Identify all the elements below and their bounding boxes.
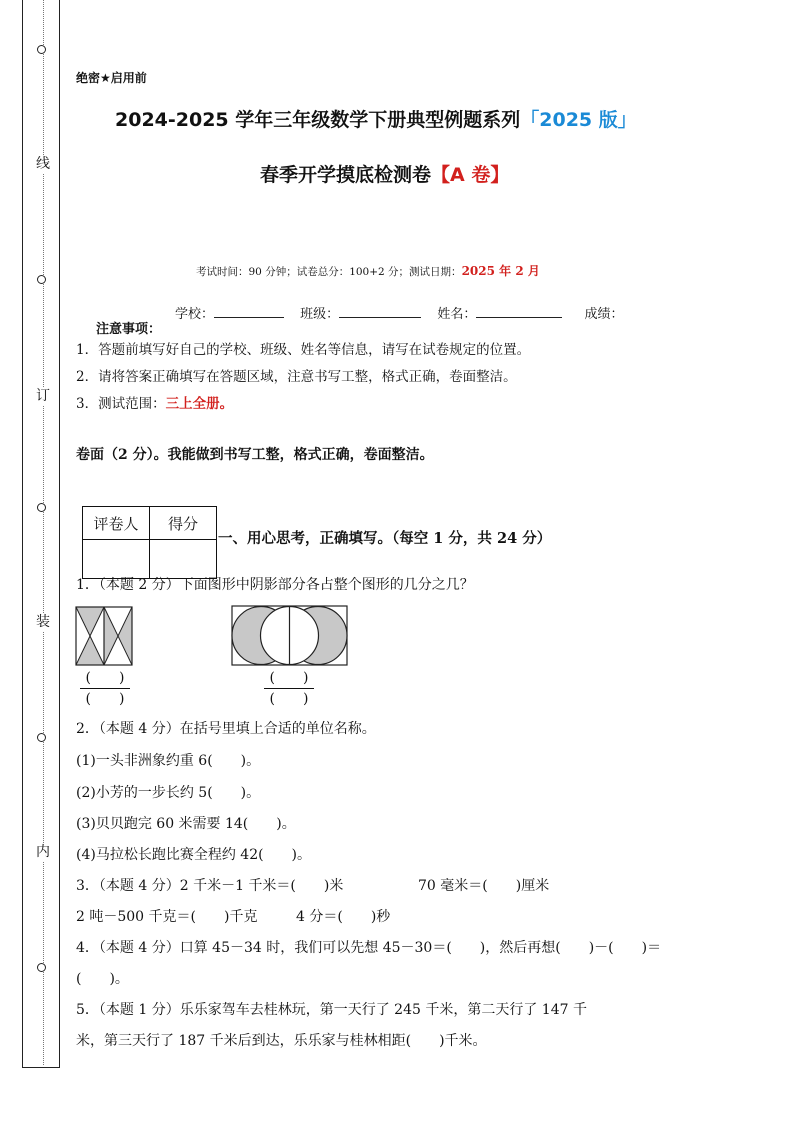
name-label: 姓名： xyxy=(437,307,477,322)
page-subtitle xyxy=(260,160,509,187)
margin-label-zhuang: 装 xyxy=(36,614,50,630)
question-5-continued: 米，第三天行了 187 千米后到达，乐乐家与桂林相距( )千米。 xyxy=(76,1033,487,1049)
score-cell[interactable] xyxy=(150,540,217,579)
fraction-bar xyxy=(80,688,130,689)
section-title: 一、用心思考，正确填写。（每空 1 分，共 24 分） xyxy=(218,530,552,547)
question-2-item: (1)一头非洲象约重 6( )。 xyxy=(76,753,261,769)
fraction-answer-2[interactable] xyxy=(264,669,314,708)
exam-info-text: 考试时间：90 分钟；试卷总分：100+2 分；测试日期： xyxy=(196,266,462,278)
exam-info xyxy=(196,262,540,279)
question-4-continued: ( )。 xyxy=(76,971,129,987)
figure-rectangle-crossed xyxy=(75,606,135,666)
question-4: 4．（本题 4 分）口算 45－34 时，我们可以先想 45－30＝( )，然后再想( )－( )＝ xyxy=(76,940,662,956)
grader-header: 评卷人 xyxy=(83,507,150,540)
question-3-part-c: 2 吨－500 千克＝( )千克 xyxy=(76,909,258,925)
fraction-bar xyxy=(264,688,314,689)
margin-label-ding: 订 xyxy=(36,388,50,404)
question-3-part-d: 4 分＝( )秒 xyxy=(296,909,391,925)
school-label: 学校： xyxy=(175,307,215,322)
scope-value: 三上全册。 xyxy=(165,396,234,412)
note-item-scope xyxy=(76,395,233,413)
page-title xyxy=(115,105,637,132)
figure-rectangle-circles xyxy=(231,605,349,667)
question-2-item: (3)贝贝跑完 60 米需要 14( )。 xyxy=(76,816,296,832)
numerator-blank: ( ) xyxy=(85,670,125,686)
subtitle-version: 【A 卷】 xyxy=(431,164,510,186)
title-main: 2024-2025 学年三年级数学下册典型例题系列 xyxy=(115,109,521,131)
fraction-answer-1[interactable] xyxy=(80,669,130,708)
shade-right-right-tri xyxy=(118,607,132,665)
shade-top-left xyxy=(76,607,104,636)
class-label: 班级： xyxy=(300,307,340,322)
question-3-part-a: 3．（本题 4 分）2 千米－1 千米＝( )米 xyxy=(76,878,344,894)
binding-hole-3 xyxy=(37,503,46,512)
question-2-item: (2)小芳的一步长约 5( )。 xyxy=(76,785,261,801)
name-field[interactable] xyxy=(476,303,562,318)
exam-date: 2025 年 2 月 xyxy=(461,264,540,278)
note-item: 2．请将答案正确填写在答题区域，注意书写工整，格式正确，卷面整洁。 xyxy=(76,369,517,385)
class-field[interactable] xyxy=(339,303,421,318)
question-1: 1．（本题 2 分）下面图形中阴影部分各占整个图形的几分之几？ xyxy=(76,577,474,593)
margin-label-line: 线 xyxy=(36,156,50,172)
neatness-note: 卷面（2 分）。我能做到书写工整，格式正确，卷面整洁。 xyxy=(76,447,434,463)
student-info-row xyxy=(175,303,623,324)
denominator-blank: ( ) xyxy=(85,691,125,707)
question-2: 2．（本题 4 分）在括号里填上合适的单位名称。 xyxy=(76,721,376,737)
note-item: 1．答题前填写好自己的学校、班级、姓名等信息，请写在试卷规定的位置。 xyxy=(76,342,531,358)
subtitle-main: 春季开学摸底检测卷 xyxy=(260,164,432,186)
notes-heading: 注意事项： xyxy=(96,322,162,337)
question-5: 5．（本题 1 分）乐乐家驾车去桂林玩，第一天行了 245 千米，第二天行了 147 千 xyxy=(76,1002,587,1018)
grader-cell[interactable] xyxy=(83,540,150,579)
margin-label-nei: 内 xyxy=(36,844,50,860)
binding-hole-1 xyxy=(37,45,46,54)
scope-label: 3．测试范围： xyxy=(76,396,166,412)
score-label: 成绩： xyxy=(584,307,624,322)
binding-hole-2 xyxy=(37,275,46,284)
score-header: 得分 xyxy=(150,507,217,540)
school-field[interactable] xyxy=(214,303,284,318)
binding-hole-5 xyxy=(37,963,46,972)
secret-label: 绝密★启用前 xyxy=(76,71,147,85)
numerator-blank: ( ) xyxy=(269,670,309,686)
shade-bottom-left xyxy=(76,636,104,665)
denominator-blank: ( ) xyxy=(269,691,309,707)
question-2-item: (4)马拉松长跑比赛全程约 42( )。 xyxy=(76,847,312,863)
shade-right-left-tri xyxy=(104,607,118,665)
binding-hole-4 xyxy=(37,733,46,742)
question-3-part-b: 70 毫米＝( )厘米 xyxy=(418,878,550,894)
grader-score-table xyxy=(82,506,217,579)
title-edition: 「2025 版」 xyxy=(520,109,637,131)
